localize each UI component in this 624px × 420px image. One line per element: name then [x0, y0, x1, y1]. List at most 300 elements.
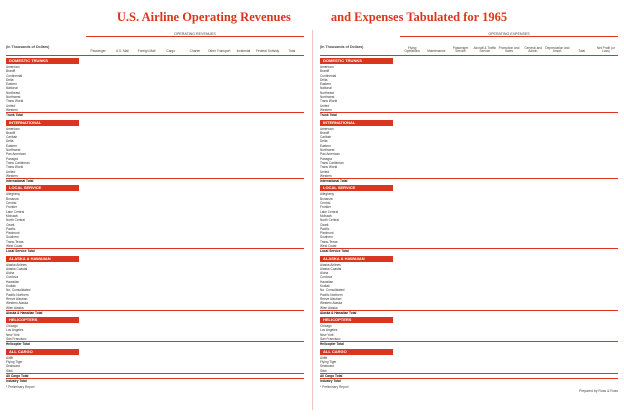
total-label: All Cargo Total: [6, 373, 29, 378]
value-cell: [497, 311, 521, 315]
value-cell: [183, 311, 207, 315]
value-cell: [280, 337, 304, 341]
value-cell: [159, 179, 183, 183]
value-cell: [570, 108, 594, 112]
column-header: Promotion and Sales: [498, 45, 520, 54]
value-cell: [207, 113, 231, 117]
value-cell: [134, 113, 158, 117]
carrier-name: Northwest: [6, 95, 21, 100]
section: [320, 256, 618, 316]
value-cell: [570, 306, 594, 310]
section-header: INTERNATIONAL: [6, 120, 79, 126]
preliminary-note: * Preliminary Report: [320, 385, 349, 390]
value-cell: [280, 174, 304, 178]
carrier-name: Panagra: [6, 156, 19, 161]
carrier-name: Flying Tiger: [320, 359, 337, 364]
value-cell: [424, 108, 448, 112]
unit-label: (In Thousands of Dollars): [6, 45, 50, 49]
carrier-name: Allegheny: [320, 192, 334, 197]
total-label: International Total: [6, 179, 34, 184]
value-cell: [497, 249, 521, 253]
value-cell: [159, 244, 183, 248]
value-cell: [183, 108, 207, 112]
table-row: [320, 174, 618, 178]
carrier-name: Pacific: [6, 226, 16, 231]
value-cell: [594, 179, 618, 183]
carrier-name: Braniff: [6, 69, 16, 74]
value-cell: [159, 113, 183, 117]
value-cell: [86, 249, 110, 253]
carrier-name: Central: [320, 201, 331, 206]
carrier-name: West Coast: [320, 243, 337, 248]
value-cell: [400, 179, 424, 183]
carrier-name: Piedmont: [6, 231, 20, 236]
value-cell: [256, 311, 280, 315]
section: [320, 349, 618, 378]
value-cell: [159, 311, 183, 315]
value-cell: [280, 113, 304, 117]
value-cell: [86, 369, 110, 373]
carrier-name: North Central: [320, 218, 339, 223]
carrier-name: San Francisco: [6, 337, 27, 342]
carrier-name: Reeve Aleutian: [6, 296, 28, 301]
value-cell: [231, 306, 255, 310]
section: [320, 58, 618, 118]
value-cell: [424, 113, 448, 117]
value-cell: [280, 249, 304, 253]
carrier-name: Northwest: [320, 95, 335, 100]
total-row: [6, 178, 304, 183]
value-cell: [448, 244, 472, 248]
carrier-name: Delta: [320, 139, 328, 144]
section-header: DOMESTIC TRUNKS: [6, 58, 79, 64]
value-cell: [231, 179, 255, 183]
column-header: U.S. Mail: [115, 49, 129, 54]
section-header: ALL CARGO: [6, 349, 79, 355]
value-cell: [256, 244, 280, 248]
unit-label: (In Thousands of Dollars): [320, 45, 364, 49]
column-header: Passenger: [90, 49, 106, 54]
value-cell: [594, 337, 618, 341]
value-cell: [424, 374, 448, 378]
value-cell: [594, 244, 618, 248]
value-cell: [280, 179, 304, 183]
value-cell: [280, 369, 304, 373]
carrier-name: Pan American: [320, 152, 340, 157]
value-cell: [400, 244, 424, 248]
column-header: Depreciation and Amort.: [545, 45, 570, 54]
carrier-name: Aloha: [6, 271, 15, 276]
carrier-name: Flying Tiger: [6, 359, 23, 364]
value-cell: [183, 244, 207, 248]
value-cell: [400, 342, 424, 346]
value-cell: [545, 337, 569, 341]
value-cell: [473, 249, 497, 253]
table-row: [320, 369, 618, 373]
value-cell: [86, 311, 110, 315]
carrier-name: Los Angeles: [6, 328, 24, 333]
table-row: [6, 108, 304, 112]
value-cell: [159, 369, 183, 373]
carrier-name: Alaska Airlines: [6, 262, 27, 267]
value-cell: [497, 342, 521, 346]
carrier-name: Pacific Northern: [6, 292, 29, 297]
value-cell: [86, 179, 110, 183]
value-cell: [256, 113, 280, 117]
value-cell: [231, 311, 255, 315]
value-cell: [594, 113, 618, 117]
page-title: [0, 10, 624, 25]
section: [6, 185, 304, 253]
carrier-name: Trans World: [6, 99, 24, 104]
value-cell: [280, 108, 304, 112]
carrier-name: Eastern: [320, 143, 331, 148]
value-cell: [86, 113, 110, 117]
value-cell: [256, 174, 280, 178]
value-cell: [86, 342, 110, 346]
value-cell: [207, 342, 231, 346]
carrier-name: United: [320, 103, 330, 108]
value-cell: [86, 337, 110, 341]
section: [320, 185, 618, 253]
value-cell: [400, 108, 424, 112]
column-header: Maintenance: [427, 49, 446, 54]
column-header: Flying Operations: [404, 45, 420, 54]
value-cell: [231, 342, 255, 346]
carrier-name: Airlift: [320, 355, 328, 360]
column-header: Federal Subsidy: [256, 49, 280, 54]
carrier-name: North Central: [6, 218, 25, 223]
value-cell: [424, 244, 448, 248]
value-cell: [545, 249, 569, 253]
value-cell: [448, 113, 472, 117]
carrier-name: Continental: [320, 73, 337, 78]
carrier-name: Ozark: [6, 222, 15, 227]
value-cell: [256, 249, 280, 253]
value-cell: [521, 108, 545, 112]
total-label: Trunk Total: [320, 113, 337, 118]
carrier-name: Alaska Coastal: [6, 266, 28, 271]
carrier-name: Pacific Northern: [320, 292, 343, 297]
carrier-name: National: [6, 86, 18, 91]
value-cell: [424, 311, 448, 315]
value-cell: [159, 174, 183, 178]
carrier-name: Western: [320, 173, 332, 178]
carrier-name: Caribair: [6, 135, 18, 140]
carrier-name: Southern: [320, 235, 333, 240]
value-cell: [521, 179, 545, 183]
total-label: Alaska & Hawaiian Total: [6, 310, 43, 315]
value-cell: [183, 369, 207, 373]
column-header-row: [320, 39, 618, 56]
carrier-name: Alaska Coastal: [320, 266, 342, 271]
carrier-name: National: [320, 86, 332, 91]
total-label: Local Service Total: [320, 249, 349, 254]
value-cell: [545, 342, 569, 346]
section-header: DOMESTIC TRUNKS: [320, 58, 393, 64]
value-cell: [134, 179, 158, 183]
title-left: U.S. Airline Operating Revenues: [116, 10, 291, 24]
value-cell: [448, 374, 472, 378]
value-cell: [400, 174, 424, 178]
column-header: Other Transport: [208, 49, 231, 54]
credit-line: Prepared by Ross & Ross: [578, 389, 618, 394]
total-row: [320, 112, 618, 117]
value-cell: [521, 311, 545, 315]
section-header: INTERNATIONAL: [320, 120, 393, 126]
value-cell: [231, 249, 255, 253]
carrier-name: Northeast: [6, 90, 20, 95]
page-divider: [312, 30, 313, 410]
value-cell: [183, 342, 207, 346]
carrier-name: Frontier: [320, 205, 331, 210]
value-cell: [159, 108, 183, 112]
carrier-name: Trans Caribbean: [320, 160, 344, 165]
industry-total-row: [320, 378, 618, 383]
carrier-name: Seaboard: [6, 364, 20, 369]
value-cell: [570, 369, 594, 373]
carrier-name: No. Consolidated: [6, 288, 31, 293]
value-cell: [207, 369, 231, 373]
value-cell: [110, 311, 134, 315]
value-cell: [545, 374, 569, 378]
column-header: Total: [288, 49, 296, 54]
value-cell: [256, 306, 280, 310]
value-cell: [448, 311, 472, 315]
table-row: [320, 244, 618, 248]
carrier-name: Wien Alaska: [6, 305, 24, 310]
value-cell: [134, 244, 158, 248]
value-cell: [570, 337, 594, 341]
value-cell: [424, 174, 448, 178]
value-cell: [280, 306, 304, 310]
carrier-name: American: [6, 126, 20, 131]
value-cell: [521, 342, 545, 346]
value-cell: [594, 108, 618, 112]
value-cell: [521, 369, 545, 373]
value-cell: [497, 337, 521, 341]
value-cell: [256, 374, 280, 378]
value-cell: [545, 311, 569, 315]
value-cell: [521, 306, 545, 310]
value-cell: [545, 369, 569, 373]
section-header: LOCAL SERVICE: [320, 185, 393, 191]
value-cell: [231, 113, 255, 117]
section: [6, 349, 304, 378]
value-cell: [448, 174, 472, 178]
value-cell: [473, 179, 497, 183]
band-label: OPERATING EXPENSES: [400, 32, 618, 37]
value-cell: [400, 374, 424, 378]
value-cell: [134, 342, 158, 346]
value-cell: [110, 342, 134, 346]
carrier-name: Allegheny: [6, 192, 20, 197]
value-cell: [110, 306, 134, 310]
carrier-name: United: [320, 169, 330, 174]
value-cell: [594, 174, 618, 178]
value-cell: [110, 113, 134, 117]
value-cell: [231, 369, 255, 373]
table-row: [320, 108, 618, 112]
value-cell: [570, 244, 594, 248]
value-cell: [110, 337, 134, 341]
carrier-name: Aloha: [320, 271, 329, 276]
value-cell: [545, 179, 569, 183]
carrier-name: Lake Central: [320, 209, 339, 214]
carrier-name: Trans Caribbean: [6, 160, 30, 165]
carrier-name: Airlift: [6, 355, 14, 360]
column-header: Passenger Service: [452, 45, 469, 54]
value-cell: [570, 374, 594, 378]
carrier-name: Western: [6, 107, 18, 112]
value-cell: [545, 306, 569, 310]
table-row: [320, 337, 618, 341]
carrier-name: San Francisco: [320, 337, 341, 342]
carrier-name: Bonanza: [6, 196, 19, 201]
value-cell: [521, 249, 545, 253]
total-label: International Total: [320, 179, 348, 184]
value-cell: [497, 374, 521, 378]
value-cell: [207, 311, 231, 315]
carrier-name: New York: [6, 332, 20, 337]
header-band: [320, 30, 618, 39]
carrier-name: Northeast: [320, 90, 334, 95]
value-cell: [545, 113, 569, 117]
total-row: [320, 178, 618, 183]
value-cell: [159, 337, 183, 341]
value-cell: [183, 337, 207, 341]
carrier-name: Mohawk: [6, 213, 18, 218]
total-row: [320, 248, 618, 253]
carrier-name: Lake Central: [6, 209, 25, 214]
section: [6, 58, 304, 118]
column-header: General and Admin.: [524, 45, 542, 54]
carrier-name: Delta: [6, 77, 14, 82]
carrier-name: Panagra: [320, 156, 333, 161]
carrier-name: United: [6, 103, 16, 108]
value-cell: [521, 374, 545, 378]
carrier-name: Trans World: [320, 165, 338, 170]
carrier-name: Delta: [320, 77, 328, 82]
value-cell: [570, 342, 594, 346]
section-header: HELICOPTERS: [6, 317, 79, 323]
total-row: [320, 310, 618, 315]
table-row: [6, 244, 304, 248]
column-header: Charter: [189, 49, 201, 54]
carrier-name: Western Alaska: [6, 301, 29, 306]
column-header: Cargo: [166, 49, 176, 54]
value-cell: [594, 306, 618, 310]
industry-total-label: Industry Total: [320, 379, 341, 384]
carrier-name: Reeve Aleutian: [320, 296, 342, 301]
carrier-name: No. Consolidated: [320, 288, 345, 293]
carrier-name: Eastern: [6, 143, 17, 148]
value-cell: [473, 244, 497, 248]
value-cell: [159, 374, 183, 378]
revenues-table: [6, 30, 304, 389]
value-cell: [497, 113, 521, 117]
total-row: [6, 341, 304, 346]
column-header: Aircraft & Traffic Service: [473, 45, 497, 54]
value-cell: [594, 342, 618, 346]
total-row: [320, 341, 618, 346]
carrier-name: Los Angeles: [320, 328, 338, 333]
value-cell: [183, 113, 207, 117]
value-cell: [110, 249, 134, 253]
value-cell: [183, 374, 207, 378]
value-cell: [400, 249, 424, 253]
section-header: ALL CARGO: [320, 349, 393, 355]
value-cell: [400, 369, 424, 373]
value-cell: [207, 374, 231, 378]
value-cell: [521, 113, 545, 117]
industry-total-row: [6, 378, 304, 383]
carrier-name: Trans-Texas: [320, 239, 338, 244]
value-cell: [183, 249, 207, 253]
section-header: ALASKA & HAWAIIAN: [320, 256, 393, 262]
carrier-name: Ozark: [320, 222, 329, 227]
value-cell: [570, 174, 594, 178]
carrier-name: Pan American: [6, 152, 26, 157]
value-cell: [400, 113, 424, 117]
value-cell: [497, 369, 521, 373]
carrier-name: Bonanza: [320, 196, 333, 201]
carrier-name: Northwest: [6, 148, 21, 153]
carrier-name: Hawaiian: [320, 279, 334, 284]
value-cell: [594, 311, 618, 315]
value-cell: [110, 174, 134, 178]
column-header: Net Profit (or Loss): [596, 45, 615, 54]
carrier-name: Continental: [6, 73, 23, 78]
carrier-name: Cordova: [6, 275, 19, 280]
carrier-name: Chicago: [320, 324, 332, 329]
section: [6, 256, 304, 316]
total-row: [6, 310, 304, 315]
industry-total-label: Industry Total: [6, 379, 27, 384]
column-header-row: [6, 39, 304, 56]
value-cell: [400, 311, 424, 315]
value-cell: [497, 108, 521, 112]
value-cell: [110, 108, 134, 112]
value-cell: [86, 174, 110, 178]
value-cell: [134, 337, 158, 341]
carrier-name: Caribair: [320, 135, 332, 140]
total-row: [6, 373, 304, 378]
value-cell: [424, 337, 448, 341]
value-cell: [159, 249, 183, 253]
value-cell: [110, 369, 134, 373]
carrier-name: United: [6, 169, 16, 174]
carrier-name: American: [320, 65, 334, 69]
carrier-name: Trans World: [6, 165, 24, 170]
carrier-name: New York: [320, 332, 334, 337]
carrier-name: Trans-Texas: [6, 239, 24, 244]
value-cell: [86, 244, 110, 248]
carrier-name: Northwest: [320, 148, 335, 153]
total-label: Alaska & Hawaiian Total: [320, 310, 357, 315]
table-row: [6, 306, 304, 310]
value-cell: [231, 108, 255, 112]
carrier-name: Alaska Airlines: [320, 262, 341, 267]
section: [320, 120, 618, 184]
value-cell: [448, 108, 472, 112]
value-cell: [594, 369, 618, 373]
value-cell: [183, 174, 207, 178]
value-cell: [256, 369, 280, 373]
value-cell: [424, 179, 448, 183]
table-row: [320, 306, 618, 310]
carrier-name: Eastern: [320, 82, 331, 87]
